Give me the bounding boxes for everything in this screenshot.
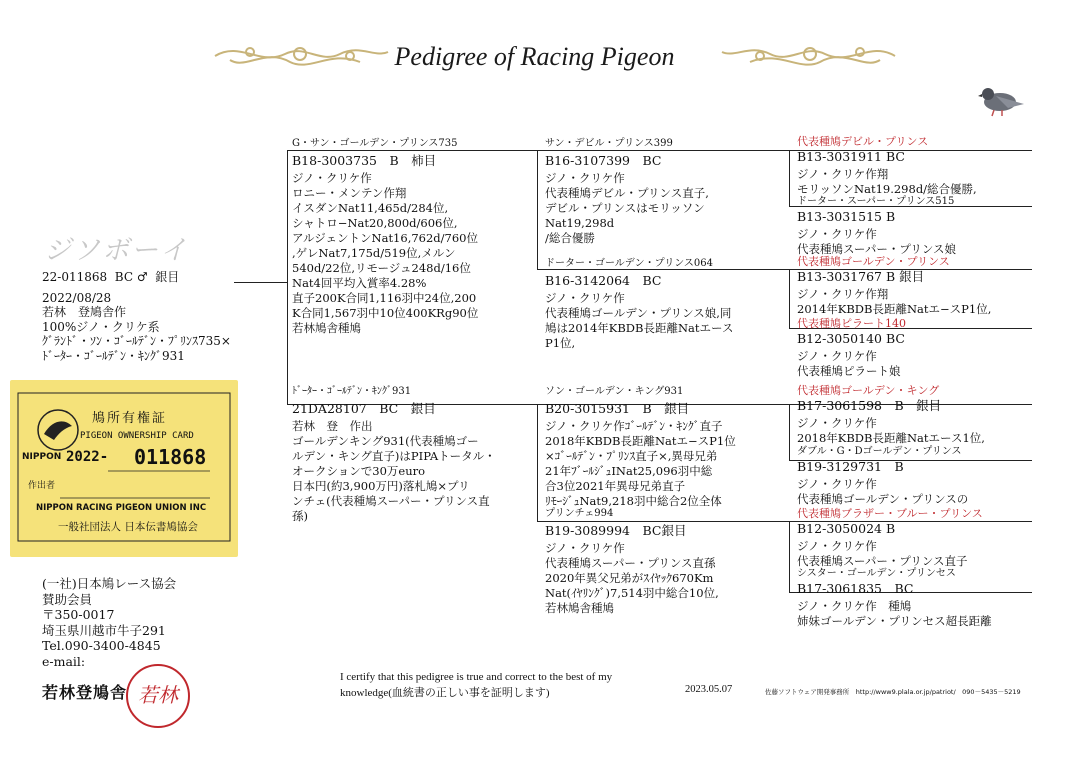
subject-color: BC (114, 270, 134, 284)
certify-date: 2023.05.07 (685, 684, 733, 695)
ggp-name: シスター・ゴールデン・プリンセス (797, 568, 956, 579)
ggp-line: 代表種鳩ピラート娘 (797, 364, 901, 378)
ggp-line: 代表種鳩スーパー・プリンス娘 (797, 242, 957, 256)
certify-line-1: I certify that this pedigree is true and correct to the best of my (340, 671, 613, 683)
subject-info (42, 270, 231, 363)
dam-block (292, 384, 496, 524)
ds-ring: B20-3015931 B 銀目 (545, 401, 690, 416)
dd-line: 若林鳩舎種鳩 (545, 601, 614, 615)
sire-line: アルジェントンNat16,762d/760位 (292, 231, 478, 245)
ggp-block-6 (797, 444, 968, 507)
pigeon-icon (978, 82, 1026, 118)
card-title-jp: 鳩所有権証 (92, 411, 168, 426)
ds-name: ソン・ゴールデン・キング931 (545, 386, 684, 397)
ss-line: ジノ・クリケ作 (545, 171, 625, 185)
ggp-block-3 (797, 254, 991, 317)
ggp-block-5 (797, 383, 985, 446)
owner-info (42, 576, 176, 669)
card-number: 011868 (134, 445, 207, 469)
dam-ring: 21DA28107 BC 銀目 (292, 401, 436, 416)
loft-name: 若林登鳩舎 (42, 683, 128, 702)
sire-dam-block (545, 256, 733, 351)
ggp-ring: B19-3129731 B (797, 459, 904, 474)
owner-line: 埼玉県川越市牛子291 (42, 622, 166, 638)
seal-stamp: 若林 (126, 664, 190, 728)
card-country: NIPPON (22, 452, 62, 462)
pigeon-name: ジソボーイ (44, 235, 189, 266)
sire-line: 若林鳩舎種鳩 (292, 321, 361, 335)
ggp-name: 代表種鳩デビル・プリンス (797, 135, 929, 148)
ggp-ring: B17-3061598 B 銀目 (797, 398, 942, 413)
dam-line: 若林 登 作出 (292, 419, 373, 433)
ggp-name: 代表種鳩ピラート140 (797, 317, 906, 330)
ggp-ring: B13-3031911 BC (797, 149, 905, 164)
dam-line: ゴールデンキング931(代表種鳩ゴー (292, 434, 479, 448)
sire-line: 540d/22位,リモージュ248d/16位 (292, 261, 471, 275)
ggp-ring: B12-3050024 B (797, 521, 896, 536)
sd-name: ドーター・ゴールデン・プリンス064 (545, 258, 713, 269)
dam-line: オークションで30万euro (292, 464, 426, 478)
ggp-name: 代表種鳩ブラザー・ブルー・プリンス (797, 507, 983, 520)
ggp-name: 代表種鳩ゴールデン・キング (797, 384, 940, 397)
sire-line: ロニー・メンテン作翔 (292, 186, 407, 200)
left-ornament (210, 36, 390, 74)
ss-line: /総合優勝 (545, 231, 595, 245)
sire-line: K合同1,567羽中10位400KRg90位 (292, 306, 479, 320)
page-title: Pedigree of Racing Pigeon (394, 42, 675, 71)
subject-ring: 22-011868 (42, 270, 108, 284)
ds-line: ﾘﾓｰｼﾞｭNat9,218羽中総合2位全体 (545, 494, 722, 508)
ds-line: ジノ・クリケ作ｺﾞｰﾙﾃﾞﾝ・ｷﾝｸﾞ直子 (545, 419, 723, 433)
ggp-line: 姉妹ゴールデン・プリンセス超長距離 (797, 614, 992, 628)
ggp-line: 2018年KBDB長距離Natエース1位, (797, 431, 985, 445)
ds-line: 2018年KBDB長距離Natエ−スP1位 (545, 434, 736, 448)
ggp-name: 代表種鳩ゴールデン・プリンス (797, 255, 950, 268)
owner-line: 賛助会員 (42, 591, 93, 607)
ss-line: Nat19,298d (545, 216, 615, 230)
dd-line: ジノ・クリケ作 (545, 541, 625, 555)
sd-ring: B16-3142064 BC (545, 273, 662, 288)
sire-line: ジノ・クリケ作 (292, 171, 372, 185)
sire-sire-block (545, 136, 709, 246)
sd-line: 代表種鳩ゴールデン・プリンス娘,同 (545, 306, 732, 320)
ggp-line: 代表種鳩ゴールデン・プリンスの (797, 492, 969, 506)
subject-line: 100%ジノ・クリケ系 (42, 319, 160, 334)
ss-line: デビル・プリンスはモリッソン (545, 201, 705, 215)
owner-line: (一社)日本鳩レース協会 (42, 576, 177, 591)
subject-cross1: ｸﾞﾗﾝﾄﾞ・ｿﾝ・ｺﾞｰﾙﾃﾞﾝ・ﾌﾟﾘﾝｽ735× (42, 334, 231, 348)
software-credit: 佐藤ソフトウェア開発事務所 http://www9.plala.or.jp/patriot/ 090－5435－5219 (765, 688, 1021, 696)
dd-name: プリンチェ994 (545, 508, 614, 519)
sire-line: Nat4回平均入賞率4.28% (292, 276, 427, 290)
ggp-ring: B13-3031515 B (797, 209, 896, 224)
ggp-block-4 (797, 316, 906, 379)
ggp-line: ジノ・クリケ作 (797, 477, 877, 491)
ggp-block-1 (797, 134, 977, 197)
owner-line: e-mail: (42, 653, 86, 669)
subject-breeder: 若林 登鳩舎作 (42, 305, 127, 319)
ss-name: サン・デビル・プリンス399 (545, 138, 673, 149)
ggp-name: ダブル・G・Dゴールデン・プリンス (797, 446, 962, 457)
ggp-ring: B13-3031767 B 銀目 (797, 269, 925, 284)
right-ornament (720, 36, 900, 74)
sire-line: ,ゲレNat7,175d/519位,メルン (292, 246, 456, 260)
dam-line: ルデン・キング直子)はPIPAトータル・ (292, 449, 496, 463)
ggp-line: モリッソンNat19.298d/総合優勝, (797, 182, 977, 196)
card-title-en: PIGEON OWNERSHIP CARD (80, 431, 194, 441)
ggp-line: ジノ・クリケ作 (797, 539, 877, 553)
dam-line: 日本円(約3,900万円)落札鳩×プリ (292, 479, 470, 493)
ggp-line: 代表種鳩スーパー・プリンス直子 (797, 554, 968, 568)
ggp-block-2 (797, 194, 956, 257)
sire-line: イスダンNat11,465d/284位, (292, 201, 449, 215)
ds-line: 21年ﾌﾞｰﾙｼﾞｭⅠNat25,096羽中総 (545, 464, 713, 478)
certify-line-2: knowledge(血統書の正しい事を証明します) (340, 687, 550, 699)
ss-line: 代表種鳩デビル・プリンス直子, (545, 186, 709, 200)
subject-eye: 銀目 (155, 270, 180, 284)
dd-line: 2020年異父兄弟がｽｲﾔｯｸ670Km (545, 571, 714, 585)
card-author-label: 作出者 (28, 481, 56, 491)
sire-ring: B18-3003735 B 柿目 (292, 153, 437, 168)
ggp-line: 2014年KBDB長距離Natエ−スP1位, (797, 302, 992, 316)
ggp-line: ジノ・クリケ作 種鳩 (797, 599, 912, 613)
ownership-card (10, 380, 238, 557)
dam-dam-block (545, 506, 719, 616)
dam-name: ﾄﾞｰﾀｰ・ｺﾞｰﾙﾃﾞﾝ・ｷﾝｸﾞ931 (292, 386, 412, 397)
card-union-en: NIPPON RACING PIGEON UNION INC (36, 503, 207, 513)
ggp-ring: B17-3061835 BC (797, 581, 914, 596)
dd-line: 代表種鳩スーパー・プリンス直孫 (545, 556, 716, 570)
ggp-ring: B12-3050140 BC (797, 331, 905, 346)
ggp-line: ジノ・クリケ作 (797, 349, 877, 363)
ggp-block-8 (797, 566, 992, 629)
dd-ring: B19-3089994 BC銀目 (545, 523, 687, 538)
subject-date: 2022/08/28 (42, 290, 112, 305)
dam-line: ンチェ(代表種鳩スーパー・プリンス直 (292, 494, 490, 508)
sd-line: P1位, (545, 336, 576, 350)
subject-ring-line (42, 270, 231, 285)
ds-line: ×ｺﾞｰﾙﾃﾞﾝ・ﾌﾟﾘﾝｽ直子×,異母兄弟 (545, 449, 718, 463)
dam-line: 孫) (292, 509, 308, 523)
subject-sex: ♂ (136, 270, 148, 284)
sire-line: シャトロ−Nat20,800d/606位, (292, 216, 458, 230)
ggp-line: ジノ・クリケ作 (797, 416, 877, 430)
sire-line: 直子200K合同1,116羽中24位,200 (292, 291, 477, 305)
owner-line: 〒350-0017 (42, 607, 115, 622)
ds-line: 合3位2021年異母兄弟直子 (545, 479, 686, 493)
ggp-name: ドーター・スーパー・プリンス515 (797, 196, 955, 207)
sire-name: G・サン・ゴールデン・プリンス735 (292, 138, 458, 149)
sd-line: 鳩は2014年KBDB長距離Natエース (545, 321, 734, 335)
ggp-block-7 (797, 506, 983, 569)
dam-sire-block (545, 384, 736, 509)
card-union-jp: 一般社団法人 日本伝書鳩協会 (58, 521, 198, 533)
subject-cross2: ﾄﾞｰﾀｰ・ｺﾞｰﾙﾃﾞﾝ・ｷﾝｸﾞ931 (42, 348, 185, 363)
owner-line: Tel.090-3400-4845 (42, 638, 161, 653)
card-year: 2022- (66, 449, 109, 465)
ggp-line: ジノ・クリケ作 (797, 227, 877, 241)
sire-block (292, 136, 478, 336)
sd-line: ジノ・クリケ作 (545, 291, 625, 305)
dd-line: Nat(ｲﾔﾘﾝｸﾞ)7,514羽中総合10位, (545, 586, 719, 600)
ggp-line: ジノ・クリケ作翔 (797, 167, 889, 181)
ggp-line: ジノ・クリケ作翔 (797, 287, 889, 301)
ss-ring: B16-3107399 BC (545, 153, 662, 168)
